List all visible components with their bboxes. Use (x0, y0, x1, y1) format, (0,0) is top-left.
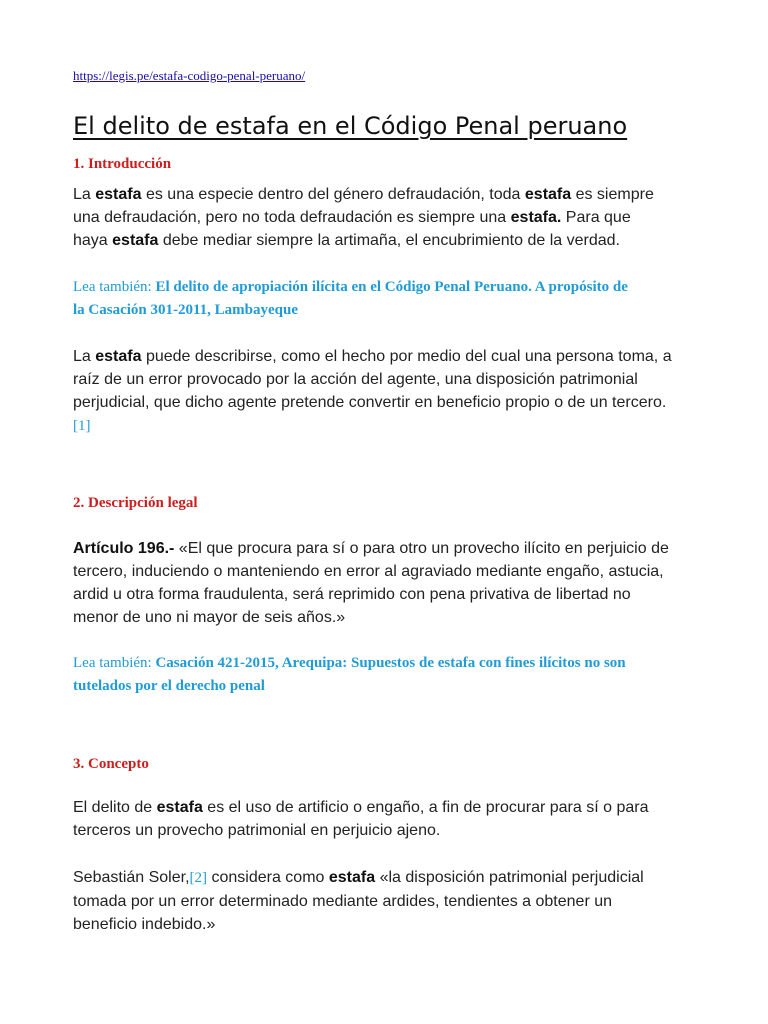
section-heading-introduction: 1. Introducción (73, 156, 172, 172)
section-heading-legal-description: 2. Descripción legal (73, 495, 198, 511)
read-also-link-2[interactable]: Casación 421-2015, Arequipa: Supuestos de estafa con fines ilícitos no son (155, 655, 626, 671)
section-heading-concept: 3. Concepto (73, 756, 149, 772)
footnote-link-2[interactable]: [2] (189, 870, 208, 886)
footnote-link-1[interactable]: [1] (73, 418, 91, 434)
paragraph-definition (73, 345, 703, 438)
paragraph-line: tomada por un error determinado mediante ardides, tendientes a obtener un (73, 893, 613, 910)
paragraph-line: La estafa es una especie dentro del género defraudación, toda estafa es siempre (73, 186, 654, 203)
read-also-block-2 (73, 652, 713, 698)
paragraph-line: ardid u otra forma fraudulenta, será reprimido con pena privativa de libertad no (73, 586, 631, 603)
read-also-block-1 (73, 276, 713, 322)
paragraph-line: haya estafa debe mediar siempre la artimaña, el encubrimiento de la verdad. (73, 232, 620, 249)
page-title: El delito de estafa en el Código Penal peruano (73, 112, 628, 140)
paragraph-line: perjudicial, que dicho agente pretende convertir en beneficio propio o de un tercero. (73, 394, 667, 411)
paragraph-line: menor de uno ni mayor de seis años.» (73, 609, 346, 626)
paragraph-article-196 (73, 537, 703, 629)
paragraph-intro (73, 183, 703, 252)
paragraph-line: una defraudación, pero no toda defraudación es siempre una estafa. Para que (73, 209, 631, 226)
paragraph-line: La estafa puede describirse, como el hecho por medio del cual una persona toma, a (73, 348, 672, 365)
read-also-link-2-continued[interactable]: tutelados por el derecho penal (73, 678, 265, 694)
paragraph-line: Sebastián Soler,[2] considera como estafa «la disposición patrimonial perjudicial (73, 869, 644, 886)
source-url-link[interactable]: https://legis.pe/estafa-codigo-penal-peruano/ (73, 68, 306, 83)
paragraph-soler (73, 866, 703, 936)
paragraph-line: Artículo 196.- «El que procura para sí o para otro un provecho ilícito en perjuicio de (73, 540, 669, 557)
paragraph-line: beneficio indebido.» (73, 916, 216, 933)
paragraph-line: terceros un provecho patrimonial en perjuicio ajeno. (73, 822, 441, 839)
paragraph-concept (73, 796, 703, 842)
paragraph-line: tercero, induciendo o manteniendo en error al agraviado mediante engaño, astucia, (73, 563, 664, 580)
read-also-prefix: Lea también: (73, 279, 156, 295)
paragraph-line: raíz de un error provocado por la acción del agente, una disposición patrimonial (73, 371, 638, 388)
read-also-link-1-continued[interactable]: la Casación 301-2011, Lambayeque (73, 302, 299, 318)
read-also-link-1[interactable]: El delito de apropiación ilícita en el Código Penal Peruano. A propósito de (155, 279, 628, 295)
paragraph-line: El delito de estafa es el uso de artificio o engaño, a fin de procurar para sí o para (73, 799, 649, 816)
read-also-prefix: Lea también: (73, 655, 156, 671)
